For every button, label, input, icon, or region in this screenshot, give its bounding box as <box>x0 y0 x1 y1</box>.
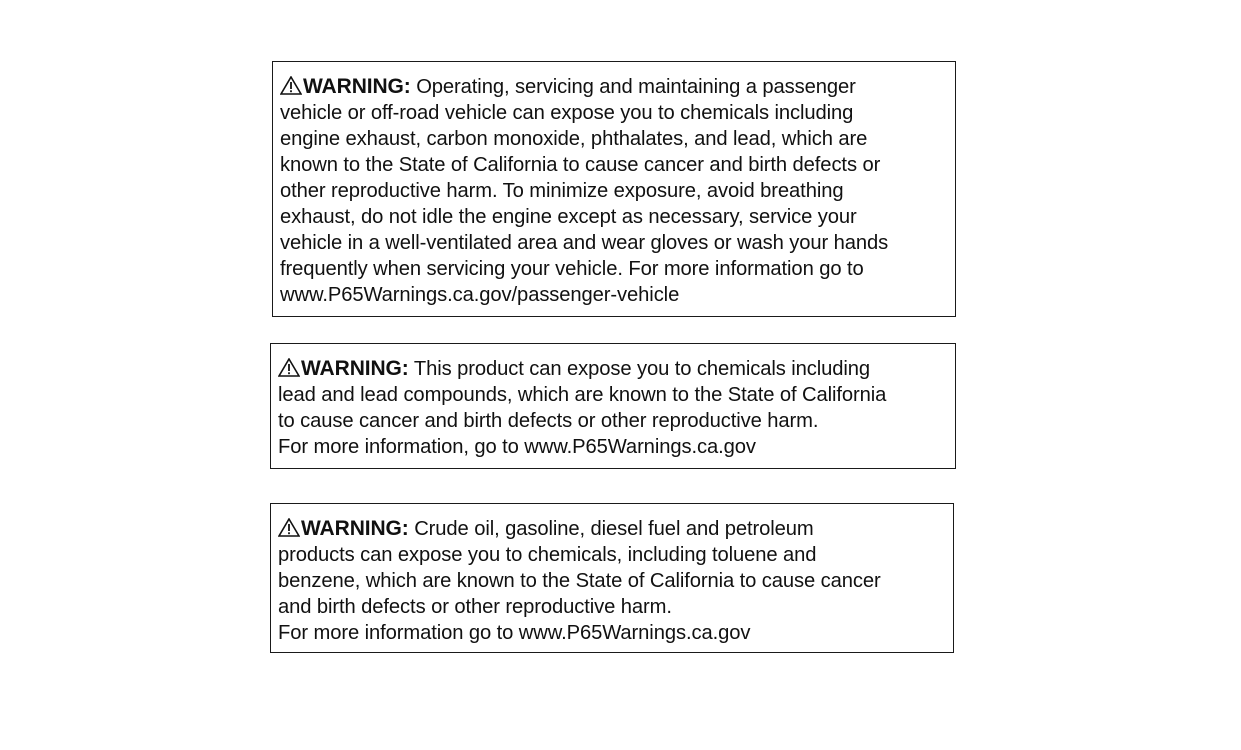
warning-triangle-icon <box>278 358 300 377</box>
warning-triangle-icon <box>280 76 302 95</box>
warning-text-line: exhaust, do not idle the engine except as necessary, service your <box>280 206 857 228</box>
warning-text-line: to cause cancer and birth defects or other reproductive harm. <box>278 410 819 432</box>
warning-text-line: other reproductive harm. To minimize exposure, avoid breathing <box>280 180 844 202</box>
warning-text-line: lead and lead compounds, which are known to the State of California <box>278 384 887 406</box>
warning-text-line: and birth defects or other reproductive harm. <box>278 596 672 618</box>
warning-heading: WARNING: <box>301 357 409 380</box>
warning-text-line: products can expose you to chemicals, including toluene and <box>278 544 817 566</box>
warning-text-line: vehicle or off-road vehicle can expose you to chemicals including <box>280 102 854 124</box>
warning-text-line: Operating, servicing and maintaining a passenger <box>410 76 856 98</box>
warning-link-text: www.P65Warnings.ca.gov/passenger-vehicle <box>280 284 680 306</box>
warning-heading: WARNING: <box>303 75 411 98</box>
warning-text-line: engine exhaust, carbon monoxide, phthalates, and lead, which are <box>280 128 868 150</box>
warning-link-text: For more information go to www.P65Warnings.ca.gov <box>278 622 751 644</box>
warning-text-line: known to the State of California to cause cancer and birth defects or <box>280 154 881 176</box>
warning-text-line: Crude oil, gasoline, diesel fuel and petroleum <box>408 518 814 540</box>
warning-box-petroleum <box>270 503 954 653</box>
warning-link-text: For more information, go to www.P65Warnings.ca.gov <box>278 436 756 458</box>
warning-text-line: vehicle in a well-ventilated area and wear gloves or wash your hands <box>280 232 889 254</box>
warning-text-line: This product can expose you to chemicals including <box>408 358 871 380</box>
warning-heading: WARNING: <box>301 517 409 540</box>
warning-text-line: benzene, which are known to the State of California to cause cancer <box>278 570 881 592</box>
warning-box-passenger-vehicle <box>272 61 956 317</box>
warning-text-line: frequently when servicing your vehicle. For more information go to <box>280 258 864 280</box>
warning-box-lead <box>270 343 956 469</box>
warning-triangle-icon <box>278 518 300 537</box>
